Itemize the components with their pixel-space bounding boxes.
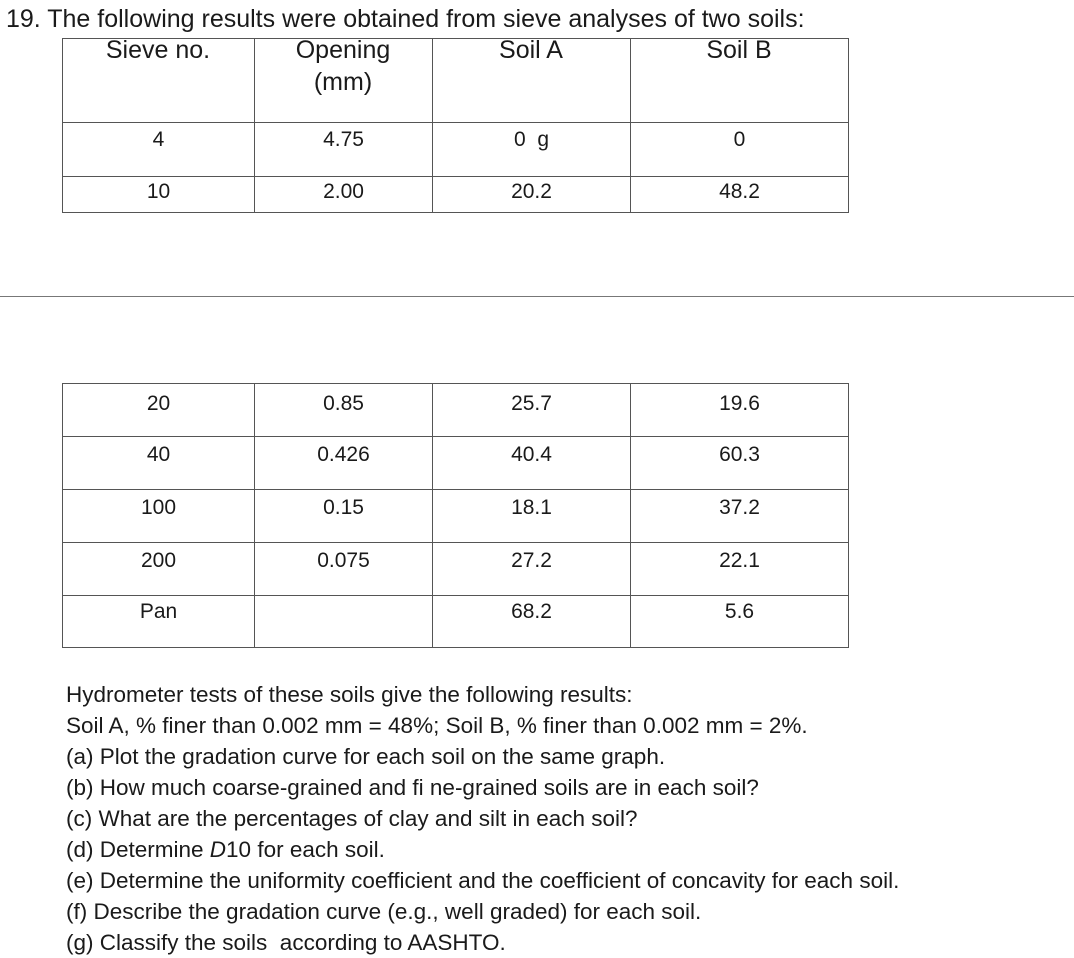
hydrometer-intro: Hydrometer tests of these soils give the following results: [66, 682, 633, 707]
cell-soil-b: 48.2 [631, 177, 849, 213]
cell-soil-b: 60.3 [631, 437, 849, 490]
table-row [63, 177, 849, 213]
cell-opening: 4.75 [255, 123, 433, 177]
cell-soil-b: 0 [631, 123, 849, 177]
part-label: (b) [66, 775, 94, 800]
cell-soil-b: 19.6 [631, 384, 849, 437]
part-text: How much coarse-grained and fi ne-grained soils are in each soil? [93, 775, 759, 800]
cell-opening: 0.15 [255, 490, 433, 543]
cell-soil-a: 25.7 [433, 384, 631, 437]
cell-opening: 2.00 [255, 177, 433, 213]
part-text: Describe the gradation curve (e.g., well graded) for each soil. [87, 899, 702, 924]
part-e [66, 865, 899, 896]
table-header-cell [631, 39, 849, 123]
cell-soil-a: 40.4 [433, 437, 631, 490]
part-b [66, 772, 899, 803]
cell-soil-a: 20.2 [433, 177, 631, 213]
cell-sieve: 4 [63, 123, 255, 177]
header-soil-a: Soil A [499, 36, 563, 64]
table-row [63, 596, 849, 648]
cell-opening [255, 596, 433, 648]
cell-sieve: 40 [63, 437, 255, 490]
table-row [63, 123, 849, 177]
table-header-cell [63, 39, 255, 123]
part-text: Plot the gradation curve for each soil on the same graph. [93, 744, 666, 769]
cell-soil-a: 0 g [433, 123, 631, 177]
part-italic: D [209, 837, 227, 862]
cell-soil-a: 68.2 [433, 596, 631, 648]
part-f [66, 896, 899, 927]
table-header-row [63, 39, 849, 123]
table-header-cell [433, 39, 631, 123]
part-c [66, 803, 899, 834]
part-text: Determine [93, 837, 210, 862]
cell-sieve: 200 [63, 543, 255, 596]
part-text: Classify the soils according to AASHTO. [93, 930, 506, 955]
table-header-cell [255, 39, 433, 123]
part-text-after: 10 for each soil. [226, 837, 385, 862]
sieve-table-bottom [62, 383, 849, 648]
part-a [66, 741, 899, 772]
part-text: Determine the uniformity coefficient and the coefficient of concavity for each soil. [93, 868, 900, 893]
table-row [63, 437, 849, 490]
table-row [63, 543, 849, 596]
part-label: (a) [66, 744, 94, 769]
cell-opening: 0.075 [255, 543, 433, 596]
cell-soil-a: 18.1 [433, 490, 631, 543]
page-divider [0, 296, 1074, 297]
sieve-table-top [62, 38, 849, 213]
header-soil-b: Soil B [706, 36, 772, 64]
cell-soil-b: 37.2 [631, 490, 849, 543]
header-opening-line1: Opening [295, 36, 391, 64]
cell-sieve: 20 [63, 384, 255, 437]
part-d [66, 834, 899, 865]
question-title: 19. The following results were obtained from sieve analyses of two soils: [6, 5, 805, 33]
cropped-next-line [0, 952, 1074, 958]
part-label: (f) [66, 899, 88, 924]
header-opening-line2: (mm) [313, 68, 373, 96]
cell-soil-b: 5.6 [631, 596, 849, 648]
cell-sieve: 10 [63, 177, 255, 213]
part-label: (c) [66, 806, 93, 831]
cell-opening: 0.85 [255, 384, 433, 437]
cell-soil-a: 27.2 [433, 543, 631, 596]
part-label: (g) [66, 930, 94, 955]
table-row [63, 384, 849, 437]
hydrometer-results: Soil A, % finer than 0.002 mm = 48%; Soil B, % finer than 0.002 mm = 2%. [66, 713, 808, 738]
cell-soil-b: 22.1 [631, 543, 849, 596]
part-label: (e) [66, 868, 94, 893]
problem-text [66, 679, 899, 958]
header-sieve-no: Sieve no. [105, 36, 211, 64]
cell-opening: 0.426 [255, 437, 433, 490]
cell-sieve: 100 [63, 490, 255, 543]
cell-sieve: Pan [63, 596, 255, 648]
part-label: (d) [66, 837, 94, 862]
part-text: What are the percentages of clay and silt in each soil? [92, 806, 638, 831]
table-row [63, 490, 849, 543]
